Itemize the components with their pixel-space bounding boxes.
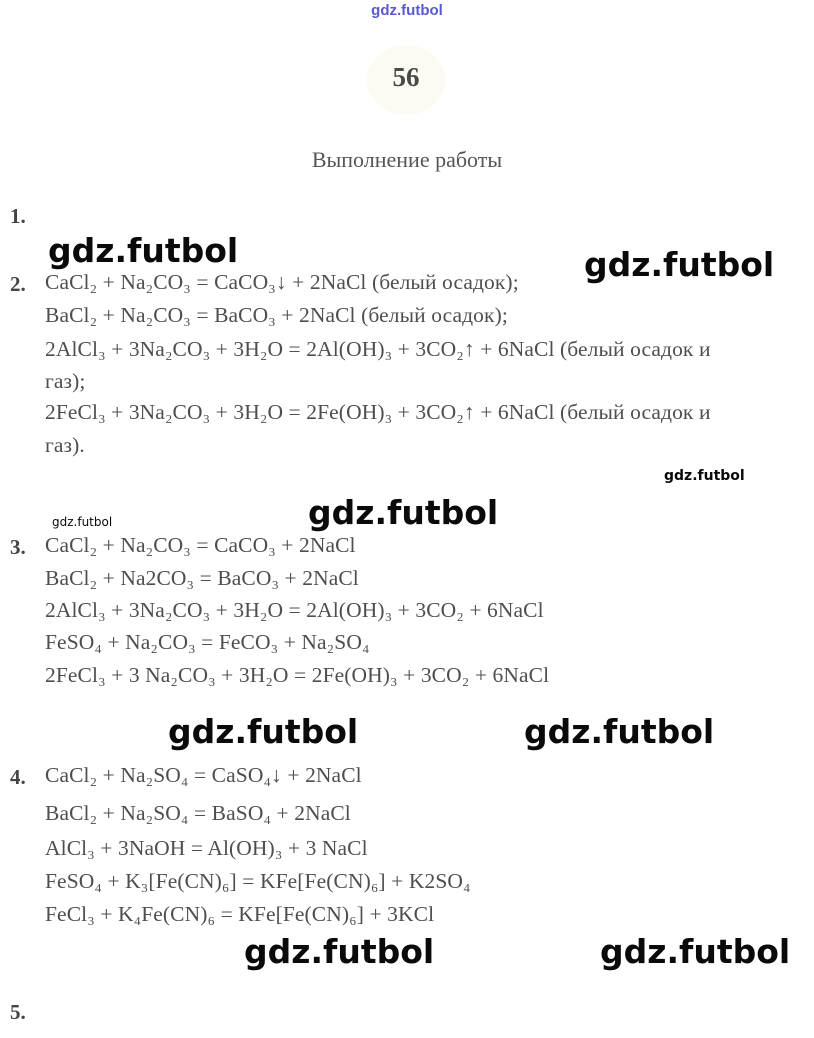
equation-line: 2FeCl₃ + 3 Na₂CO₃ + 3H₂O = 2Fe(OH)₃ + 3CO₂ + 6NaCl	[45, 663, 550, 687]
equation-line: CaCl₂ + Na₂CO₃ = CaCO₃↓ + 2NaCl (белый осадок);	[45, 270, 519, 294]
item-number-5: 5.	[10, 1000, 26, 1024]
watermark: gdz.futbol	[48, 231, 239, 270]
page-number: 56	[392, 62, 420, 92]
equation-line: BaCl₂ + Na₂SO₄ = BaSO₄ + 2NaCl	[45, 801, 351, 825]
equation-line: газ).	[45, 433, 85, 457]
equation-line: 2AlCl₃ + 3Na₂CO₃ + 3H₂O = 2Al(OH)₃ + 3CO₂ + 6NaCl	[45, 598, 544, 622]
equation-line: 2FeCl₃ + 3Na₂CO₃ + 3H₂O = 2Fe(OH)₃ + 3CO₂↑ + 6NaCl (белый осадок и	[45, 400, 711, 424]
equation-line: газ);	[45, 369, 86, 393]
section-heading: Выполнение работы	[311, 147, 503, 172]
watermark: gdz.futbol	[244, 932, 435, 971]
equation-line: BaCl₂ + Na₂CO₃ = BaCO₃ + 2NaCl (белый осадок);	[45, 303, 508, 327]
equation-line: 2AlCl₃ + 3Na₂CO₃ + 3H₂O = 2Al(OH)₃ + 3CO₂↑ + 6NaCl (белый осадок и	[45, 337, 711, 361]
watermark: gdz.futbol	[168, 712, 359, 751]
watermark: gdz.futbol	[308, 493, 499, 532]
item-number-4: 4.	[10, 765, 26, 789]
watermark: gdz.futbol	[584, 245, 775, 284]
equation-line: CaCl₂ + Na₂SO₄ = CaSO₄↓ + 2NaCl	[45, 763, 362, 787]
item-number-3: 3.	[10, 535, 26, 559]
watermark: gdz.futbol	[524, 712, 715, 751]
equation-line: FeSO₄ + Na₂CO₃ = FeCO₃ + Na₂SO₄	[45, 630, 370, 654]
equation-line: AlCl₃ + 3NaOH = Al(OH)₃ + 3 NaCl	[45, 836, 368, 860]
equation-line: CaCl₂ + Na₂CO₃ = CaCO₃ + 2NaCl	[45, 533, 356, 557]
item-number-1: 1.	[10, 204, 26, 228]
equation-line: FeSO₄ + K₃[Fe(CN)₆] = KFe[Fe(CN)₆] + K2SO₄	[45, 869, 471, 893]
top-watermark-link[interactable]: gdz.futbol	[371, 2, 443, 19]
equation-line: BaCl₂ + Na2CO₃ = BaCO₃ + 2NaCl	[45, 566, 359, 590]
watermark: gdz.futbol	[600, 932, 791, 971]
item-number-2: 2.	[10, 272, 26, 296]
watermark: gdz.futbol	[664, 468, 745, 484]
watermark: gdz.futbol	[52, 515, 113, 529]
equation-line: FeCl₃ + K₄Fe(CN)₆ = KFe[Fe(CN)₆] + 3KCl	[45, 902, 435, 926]
